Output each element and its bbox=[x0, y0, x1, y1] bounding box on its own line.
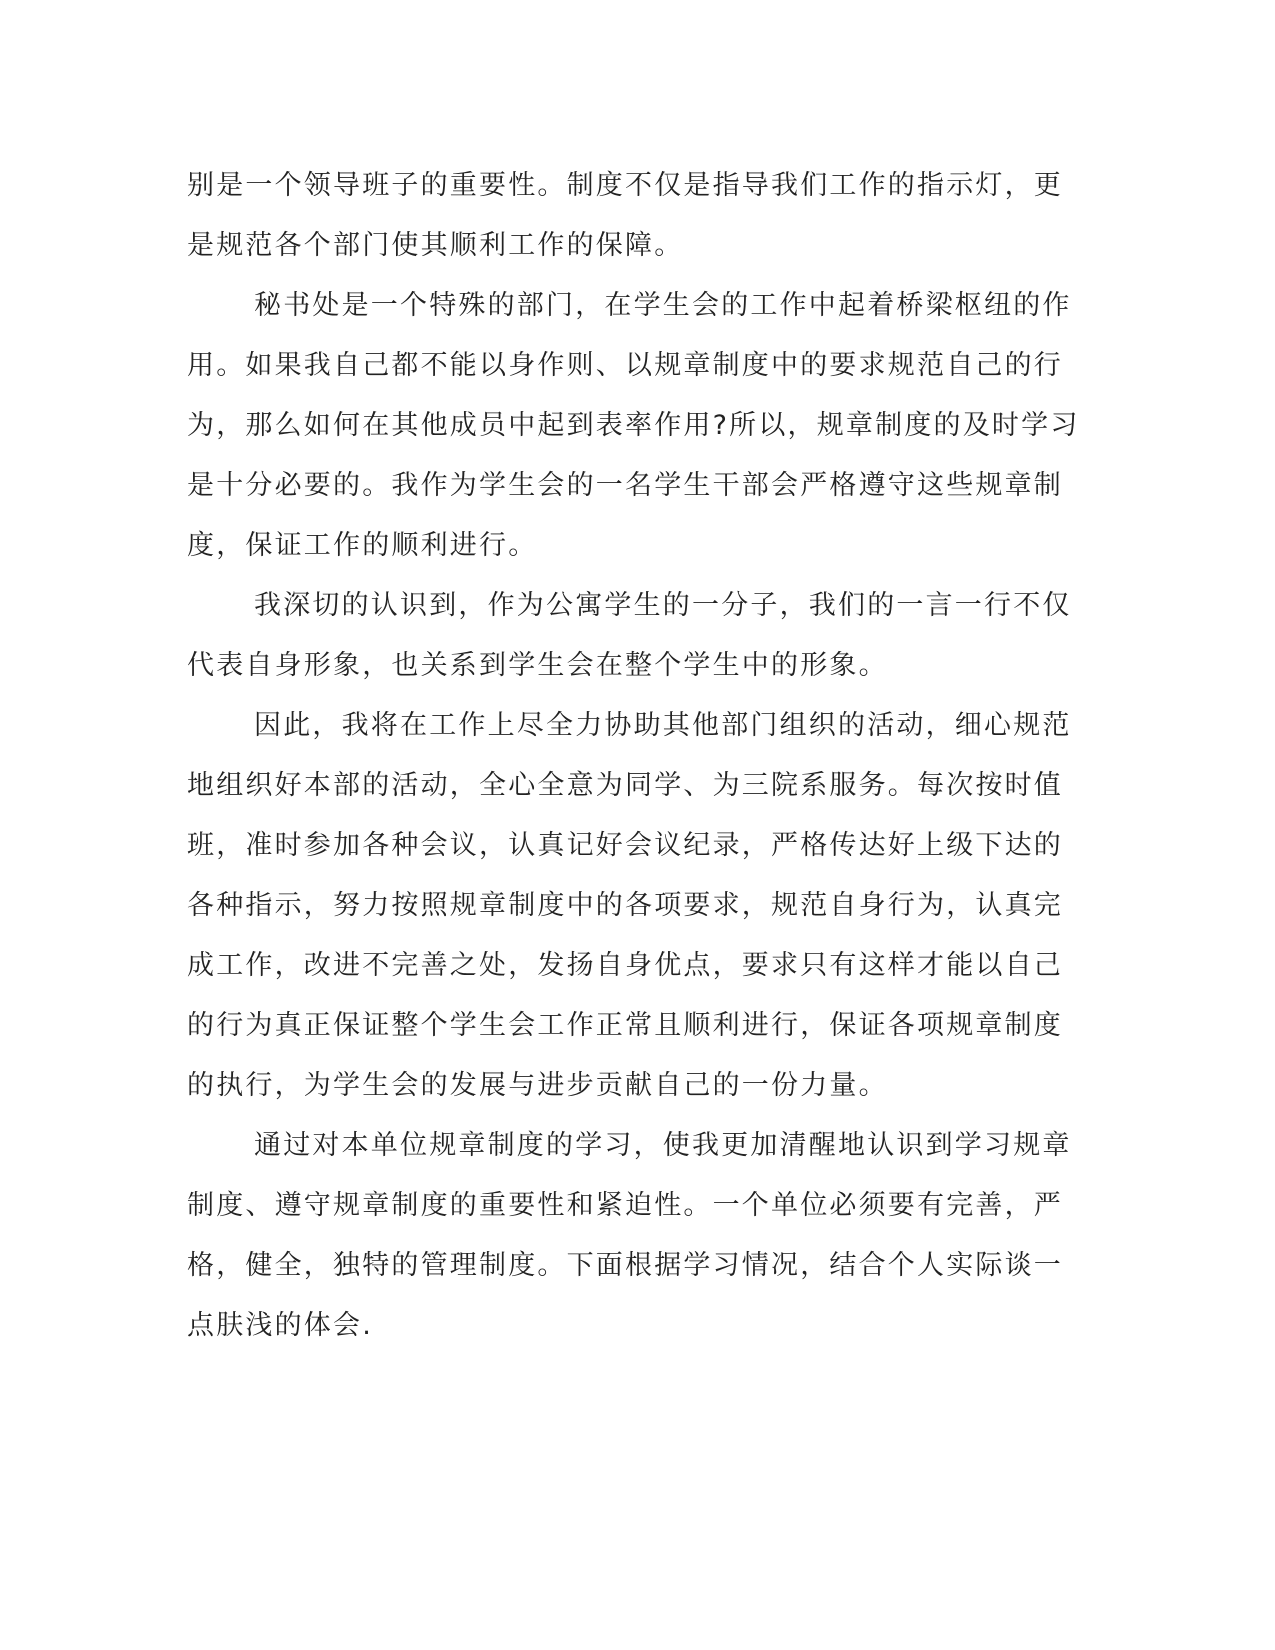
text-line: 是十分必要的。我作为学生会的一名学生干部会严格遵守这些规章制 bbox=[187, 470, 1063, 501]
text-line: 地组织好本部的活动，全心全意为同学、为三院系服务。每次按时值 bbox=[187, 770, 1063, 801]
paragraph-first-line: 秘书处是一个特殊的部门，在学生会的工作中起着桥梁枢纽的作 bbox=[254, 290, 1072, 321]
text-line: 点肤浅的体会. bbox=[187, 1310, 373, 1341]
text-line: 用。如果我自己都不能以身作则、以规章制度中的要求规范自己的行 bbox=[187, 350, 1063, 381]
text-line: 的行为真正保证整个学生会工作正常且顺利进行，保证各项规章制度 bbox=[187, 1010, 1063, 1041]
text-line: 成工作，改进不完善之处，发扬自身优点，要求只有这样才能以自己 bbox=[187, 950, 1063, 981]
paragraph-first-line: 因此，我将在工作上尽全力协助其他部门组织的活动，细心规范 bbox=[254, 710, 1072, 741]
text-line: 制度、遵守规章制度的重要性和紧迫性。一个单位必须要有完善，严 bbox=[187, 1190, 1063, 1221]
text-line: 为，那么如何在其他成员中起到表率作用?所以，规章制度的及时学习 bbox=[187, 410, 1080, 441]
text-line: 代表自身形象，也关系到学生会在整个学生中的形象。 bbox=[187, 650, 888, 681]
text-line: 格，健全，独特的管理制度。下面根据学习情况，结合个人实际谈一 bbox=[187, 1250, 1063, 1281]
document-body bbox=[187, 156, 1080, 1356]
text-line: 班，准时参加各种会议，认真记好会议纪录，严格传达好上级下达的 bbox=[187, 830, 1063, 861]
text-line: 是规范各个部门使其顺利工作的保障。 bbox=[187, 230, 684, 261]
paragraph-first-line: 我深切的认识到，作为公寓学生的一分子，我们的一言一行不仅 bbox=[254, 590, 1072, 621]
paragraph-first-line: 通过对本单位规章制度的学习，使我更加清醒地认识到学习规章 bbox=[254, 1130, 1072, 1161]
text-line: 度，保证工作的顺利进行。 bbox=[187, 530, 538, 561]
text-line: 各种指示，努力按照规章制度中的各项要求，规范自身行为，认真完 bbox=[187, 890, 1063, 921]
text-line: 别是一个领导班子的重要性。制度不仅是指导我们工作的指示灯，更 bbox=[187, 170, 1063, 201]
text-line: 的执行，为学生会的发展与进步贡献自己的一份力量。 bbox=[187, 1070, 888, 1101]
